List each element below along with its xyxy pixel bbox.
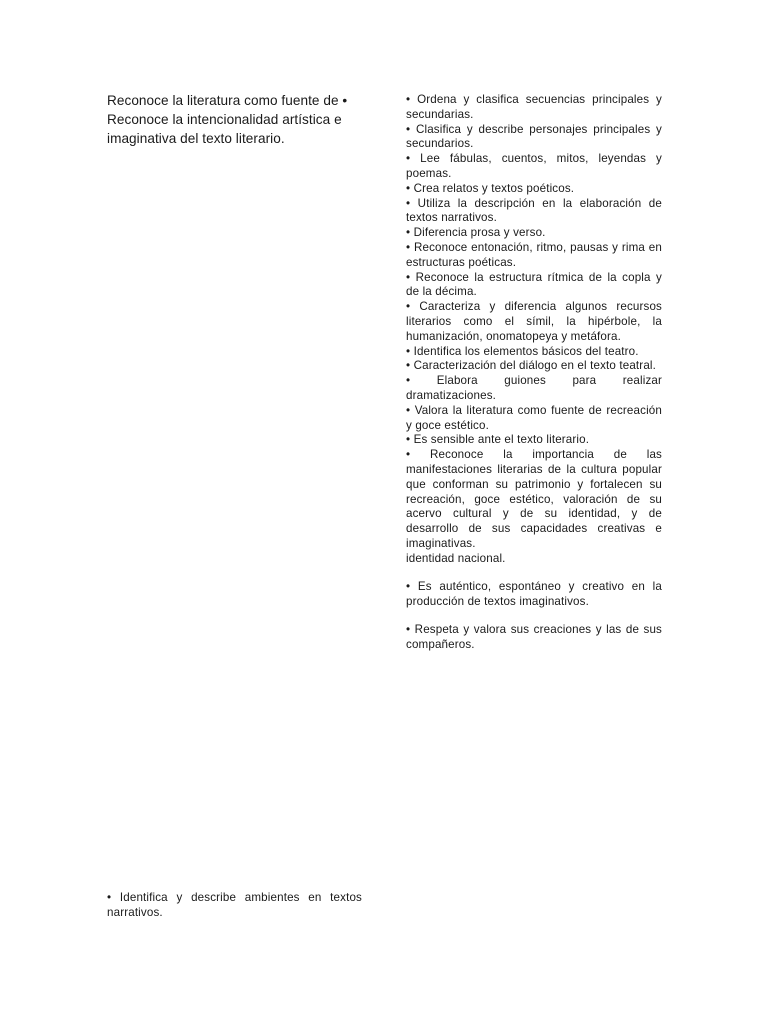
list-item: • Elabora guiones para realizar dramatizaciones. — [406, 374, 662, 402]
list-item: • Crea relatos y textos poéticos. — [406, 181, 575, 195]
list-item: • Reconoce la estructura rítmica de la copla y de la décima. — [406, 270, 662, 299]
list-item: • Valora la literatura como fuente de recreación y goce estético. — [406, 403, 662, 432]
list-item: • Es sensible ante el texto literario. — [406, 433, 590, 447]
list-item: • Ordena y clasifica secuencias principales y secundarias. — [406, 93, 662, 121]
list-item: • Lee fábulas, cuentos, mitos, leyendas y poemas. — [406, 152, 662, 180]
list-item: • Reconoce la importancia de las manifestaciones literarias de la cultura popular que conforman su patrimonio y fortalecen su recreación, goce estético, valoración de su acervo cultural y de su identidad, y de desarrollo de sus capacidades creativas e imaginativas. — [406, 448, 662, 550]
list-item: • Diferencia prosa y verso. — [406, 226, 546, 240]
left-column-heading: Reconoce la literatura como fuente de • Reconoce la intencionalidad artística e imaginativa del texto literario. — [107, 93, 348, 146]
right-column-list — [406, 93, 662, 653]
list-item: • Caracteriza y diferencia algunos recursos literarios como el símil, la hipérbole, la humanización, onomatopeya y metáfora. — [406, 300, 662, 343]
list-item: • Reconoce entonación, ritmo, pausas y rima en estructuras poéticas. — [406, 240, 662, 269]
list-item: • Clasifica y describe personajes principales y secundarios. — [406, 122, 662, 151]
list-item: • Identifica los elementos básicos del teatro. — [406, 344, 639, 358]
list-item: • Utiliza la descripción en la elaboración de textos narrativos. — [406, 196, 662, 225]
trailing-line: identidad nacional. — [406, 551, 506, 565]
left-column-bottom-item: • Identifica y describe ambientes en textos narrativos. — [107, 891, 362, 919]
list-item: • Respeta y valora sus creaciones y las de sus compañeros. — [406, 623, 662, 651]
list-item: • Caracterización del diálogo en el texto teatral. — [406, 359, 657, 373]
list-item: • Es auténtico, espontáneo y creativo en la producción de textos imaginativos. — [406, 580, 662, 608]
